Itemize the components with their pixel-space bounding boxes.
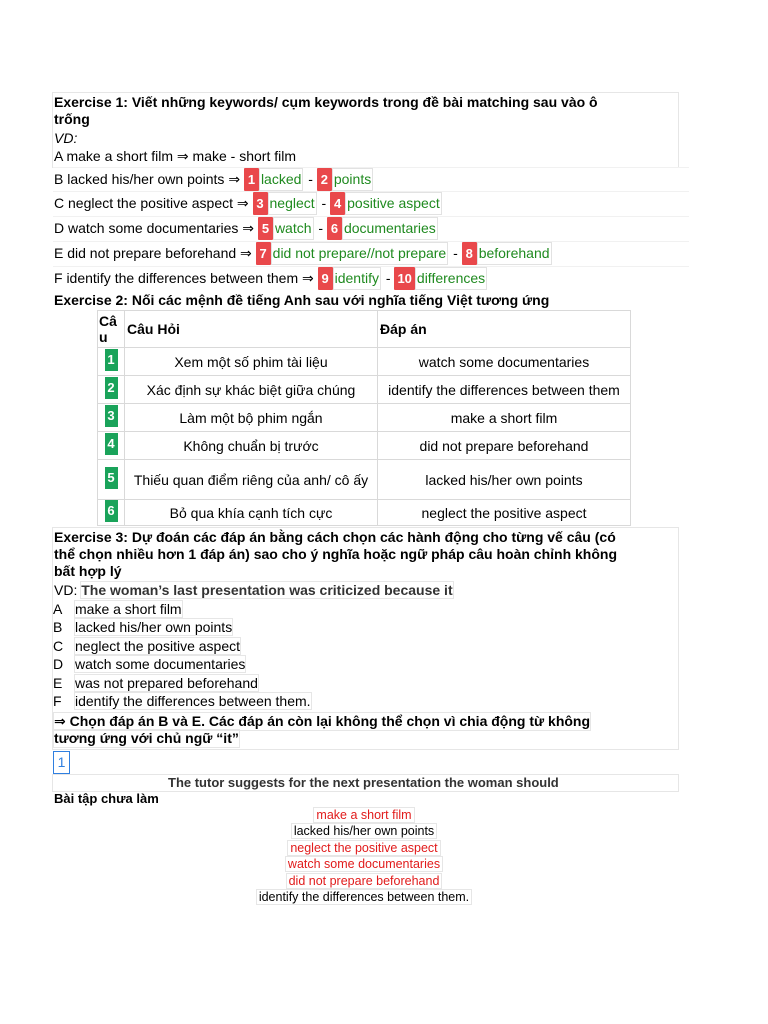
exercise-1-title-line2: trống — [54, 111, 90, 127]
row-number-badge: 1 — [105, 349, 118, 371]
answer-cell[interactable]: watch some documentaries — [378, 348, 631, 376]
answer-cell[interactable]: identify the differences between them — [378, 376, 631, 404]
blank-number: 5 — [258, 217, 273, 240]
separator: - — [314, 220, 327, 236]
row-number-cell — [98, 432, 125, 460]
separator: - — [304, 171, 317, 187]
row-number-badge: 2 — [105, 377, 118, 399]
matching-table — [97, 310, 631, 526]
conclusion-line1: ⇒ Chọn đáp án B và E. Các đáp án còn lại không thể chọn vì chia động từ không — [54, 713, 591, 729]
choice-item[interactable] — [0, 840, 728, 857]
exercise-1-row — [54, 217, 439, 240]
row-number-badge: 3 — [105, 405, 118, 427]
choice-item[interactable] — [0, 889, 728, 906]
answer-cell[interactable]: lacked his/her own points — [378, 460, 631, 500]
question-cell: Không chuẩn bị trước — [125, 432, 378, 460]
answer-cell[interactable]: make a short film — [378, 404, 631, 432]
answer-blank[interactable] — [256, 242, 449, 265]
blank-number: 7 — [256, 242, 271, 265]
exercise-1-row — [54, 168, 374, 191]
choice-text: lacked his/her own points — [293, 824, 435, 839]
option-text: watch some documentaries — [75, 656, 246, 673]
option-item[interactable] — [53, 637, 240, 655]
row-number-cell — [98, 460, 125, 500]
answer-cell[interactable]: neglect the positive aspect — [378, 500, 631, 526]
exercise-3-title — [54, 529, 617, 580]
answer-blank[interactable] — [462, 242, 552, 265]
choice-text: watch some documentaries — [287, 857, 441, 872]
exercise-1-title-line1: Exercise 1: Viết những keywords/ cụm keywords trong đề bài matching sau vào ô — [54, 94, 598, 110]
answer-blank[interactable] — [258, 217, 314, 240]
unfinished-label: Bài tập chưa làm — [54, 791, 159, 806]
table-row — [98, 460, 631, 500]
exercise-1-row — [54, 192, 443, 215]
answer-blank[interactable] — [330, 192, 442, 215]
option-text: was not prepared beforehand — [75, 674, 258, 691]
blank-number: 8 — [462, 242, 477, 265]
row-prefix: D watch some documentaries ⇒ — [54, 220, 258, 236]
option-item[interactable] — [53, 618, 232, 636]
blank-answer[interactable]: beforehand — [477, 242, 552, 265]
question-prompt: The tutor suggests for the next presentation the woman should — [168, 775, 559, 790]
table-row — [98, 348, 631, 376]
row-number-badge: 6 — [105, 500, 118, 522]
exercise-3-example — [54, 582, 453, 599]
answer-cell[interactable]: did not prepare beforehand — [378, 432, 631, 460]
choice-text: neglect the positive aspect — [290, 840, 438, 855]
question-cell: Bỏ qua khía cạnh tích cực — [125, 500, 378, 526]
separator: - — [449, 245, 462, 261]
blank-answer[interactable]: documentaries — [342, 217, 438, 240]
blank-number: 10 — [394, 267, 414, 290]
blank-answer[interactable]: identify — [333, 267, 381, 290]
row-number-cell — [98, 376, 125, 404]
option-text: make a short film — [75, 601, 182, 617]
option-letter: B — [53, 619, 63, 636]
blank-answer[interactable]: points — [332, 168, 373, 191]
answer-blank[interactable] — [327, 217, 438, 240]
exercise-3-title-line2: thể chọn nhiều hơn 1 đáp án) sao cho ý nghĩa hoặc ngữ pháp câu hoàn chỉnh không — [54, 546, 618, 562]
blank-answer[interactable]: neglect — [268, 192, 317, 215]
blank-number: 3 — [253, 192, 268, 215]
exercise-2-title: Exercise 2: Nối các mệnh đề tiếng Anh sau với nghĩa tiếng Việt tương ứng — [54, 292, 550, 308]
separator: - — [317, 195, 331, 211]
question-cell: Thiếu quan điểm riêng của anh/ cô ấy — [125, 460, 378, 500]
option-item[interactable] — [53, 692, 311, 710]
header-answer: Đáp án — [378, 311, 631, 348]
blank-number: 1 — [244, 168, 259, 191]
choice-item[interactable] — [0, 856, 728, 873]
question-cell: Xem một số phim tài liệu — [125, 348, 378, 376]
choice-text: did not prepare beforehand — [288, 873, 440, 888]
answer-blank[interactable] — [394, 267, 487, 290]
header-question: Câu Hỏi — [125, 311, 378, 348]
exercise-3-title-line3: bất hợp lý — [54, 563, 122, 579]
exercise-1-vd-label: VD: — [54, 130, 78, 146]
exercise-1-row — [54, 242, 553, 265]
blank-answer[interactable]: lacked — [259, 168, 303, 191]
answer-blank[interactable] — [318, 267, 381, 290]
table-row — [98, 376, 631, 404]
answer-blank[interactable] — [317, 168, 373, 191]
matching-table-body — [98, 348, 631, 526]
option-letter: F — [53, 693, 62, 709]
answer-blank[interactable] — [244, 168, 303, 191]
row-number-cell — [98, 404, 125, 432]
blank-number: 9 — [318, 267, 333, 290]
row-number-cell — [98, 348, 125, 376]
question-cell: Xác định sự khác biệt giữa chúng — [125, 376, 378, 404]
exercise-1-title — [54, 94, 598, 128]
table-row — [98, 404, 631, 432]
exercise-3-title-line1: Exercise 3: Dự đoán các đáp án bằng cách chọn các hành động cho từng vế câu (có — [54, 529, 616, 545]
table-row — [98, 432, 631, 460]
exercise-1-row — [54, 267, 488, 290]
blank-number: 2 — [317, 168, 332, 191]
question-number-box[interactable]: 1 — [53, 751, 70, 774]
choice-text: identify the differences between them. — [258, 890, 470, 904]
exercise-3-vd-label: VD: — [54, 582, 82, 598]
option-item[interactable] — [53, 655, 245, 673]
option-item[interactable] — [53, 674, 258, 692]
blank-answer[interactable]: differences — [415, 267, 487, 290]
row-prefix: B lacked his/her own points ⇒ — [54, 171, 244, 187]
header-num — [98, 311, 125, 348]
choice-item[interactable] — [0, 823, 728, 840]
option-item[interactable] — [53, 600, 182, 618]
question-cell: Làm một bộ phim ngắn — [125, 404, 378, 432]
row-number-cell — [98, 500, 125, 526]
row-number-badge: 5 — [105, 467, 118, 489]
row-prefix: F identify the differences between them ⇒ — [54, 270, 318, 286]
blank-answer[interactable]: positive aspect — [345, 192, 442, 215]
header-num-text: Câ u — [99, 313, 117, 345]
option-letter: E — [53, 674, 63, 691]
exercise-1-example: A make a short film ⇒ make - short film — [54, 148, 297, 164]
row-prefix: E did not prepare beforehand ⇒ — [54, 245, 256, 261]
separator: - — [381, 270, 395, 286]
answer-blank[interactable] — [253, 192, 317, 215]
choice-item[interactable] — [0, 807, 728, 824]
option-letter: C — [53, 637, 64, 654]
table-header-row — [98, 311, 631, 348]
blank-number: 4 — [330, 192, 345, 215]
option-text: identify the differences between them. — [75, 693, 311, 709]
blank-answer[interactable]: watch — [273, 217, 314, 240]
exercise-3-vd-sentence: The woman’s last presentation was criticized because it — [81, 582, 453, 598]
option-text: neglect the positive aspect — [75, 637, 240, 654]
option-text: lacked his/her own points — [75, 619, 233, 636]
blank-answer[interactable]: did not prepare//not prepare — [271, 242, 449, 265]
option-letter: A — [53, 601, 63, 617]
choice-text: make a short film — [316, 808, 412, 822]
table-row — [98, 500, 631, 526]
row-number-badge: 4 — [105, 433, 118, 455]
blank-number: 6 — [327, 217, 342, 240]
conclusion-line2: tương ứng với chủ ngữ “it” — [54, 730, 239, 746]
row-prefix: C neglect the positive aspect ⇒ — [54, 195, 253, 211]
option-letter: D — [53, 656, 64, 673]
choice-item[interactable] — [0, 873, 728, 890]
exercise-3-conclusion — [54, 713, 768, 747]
